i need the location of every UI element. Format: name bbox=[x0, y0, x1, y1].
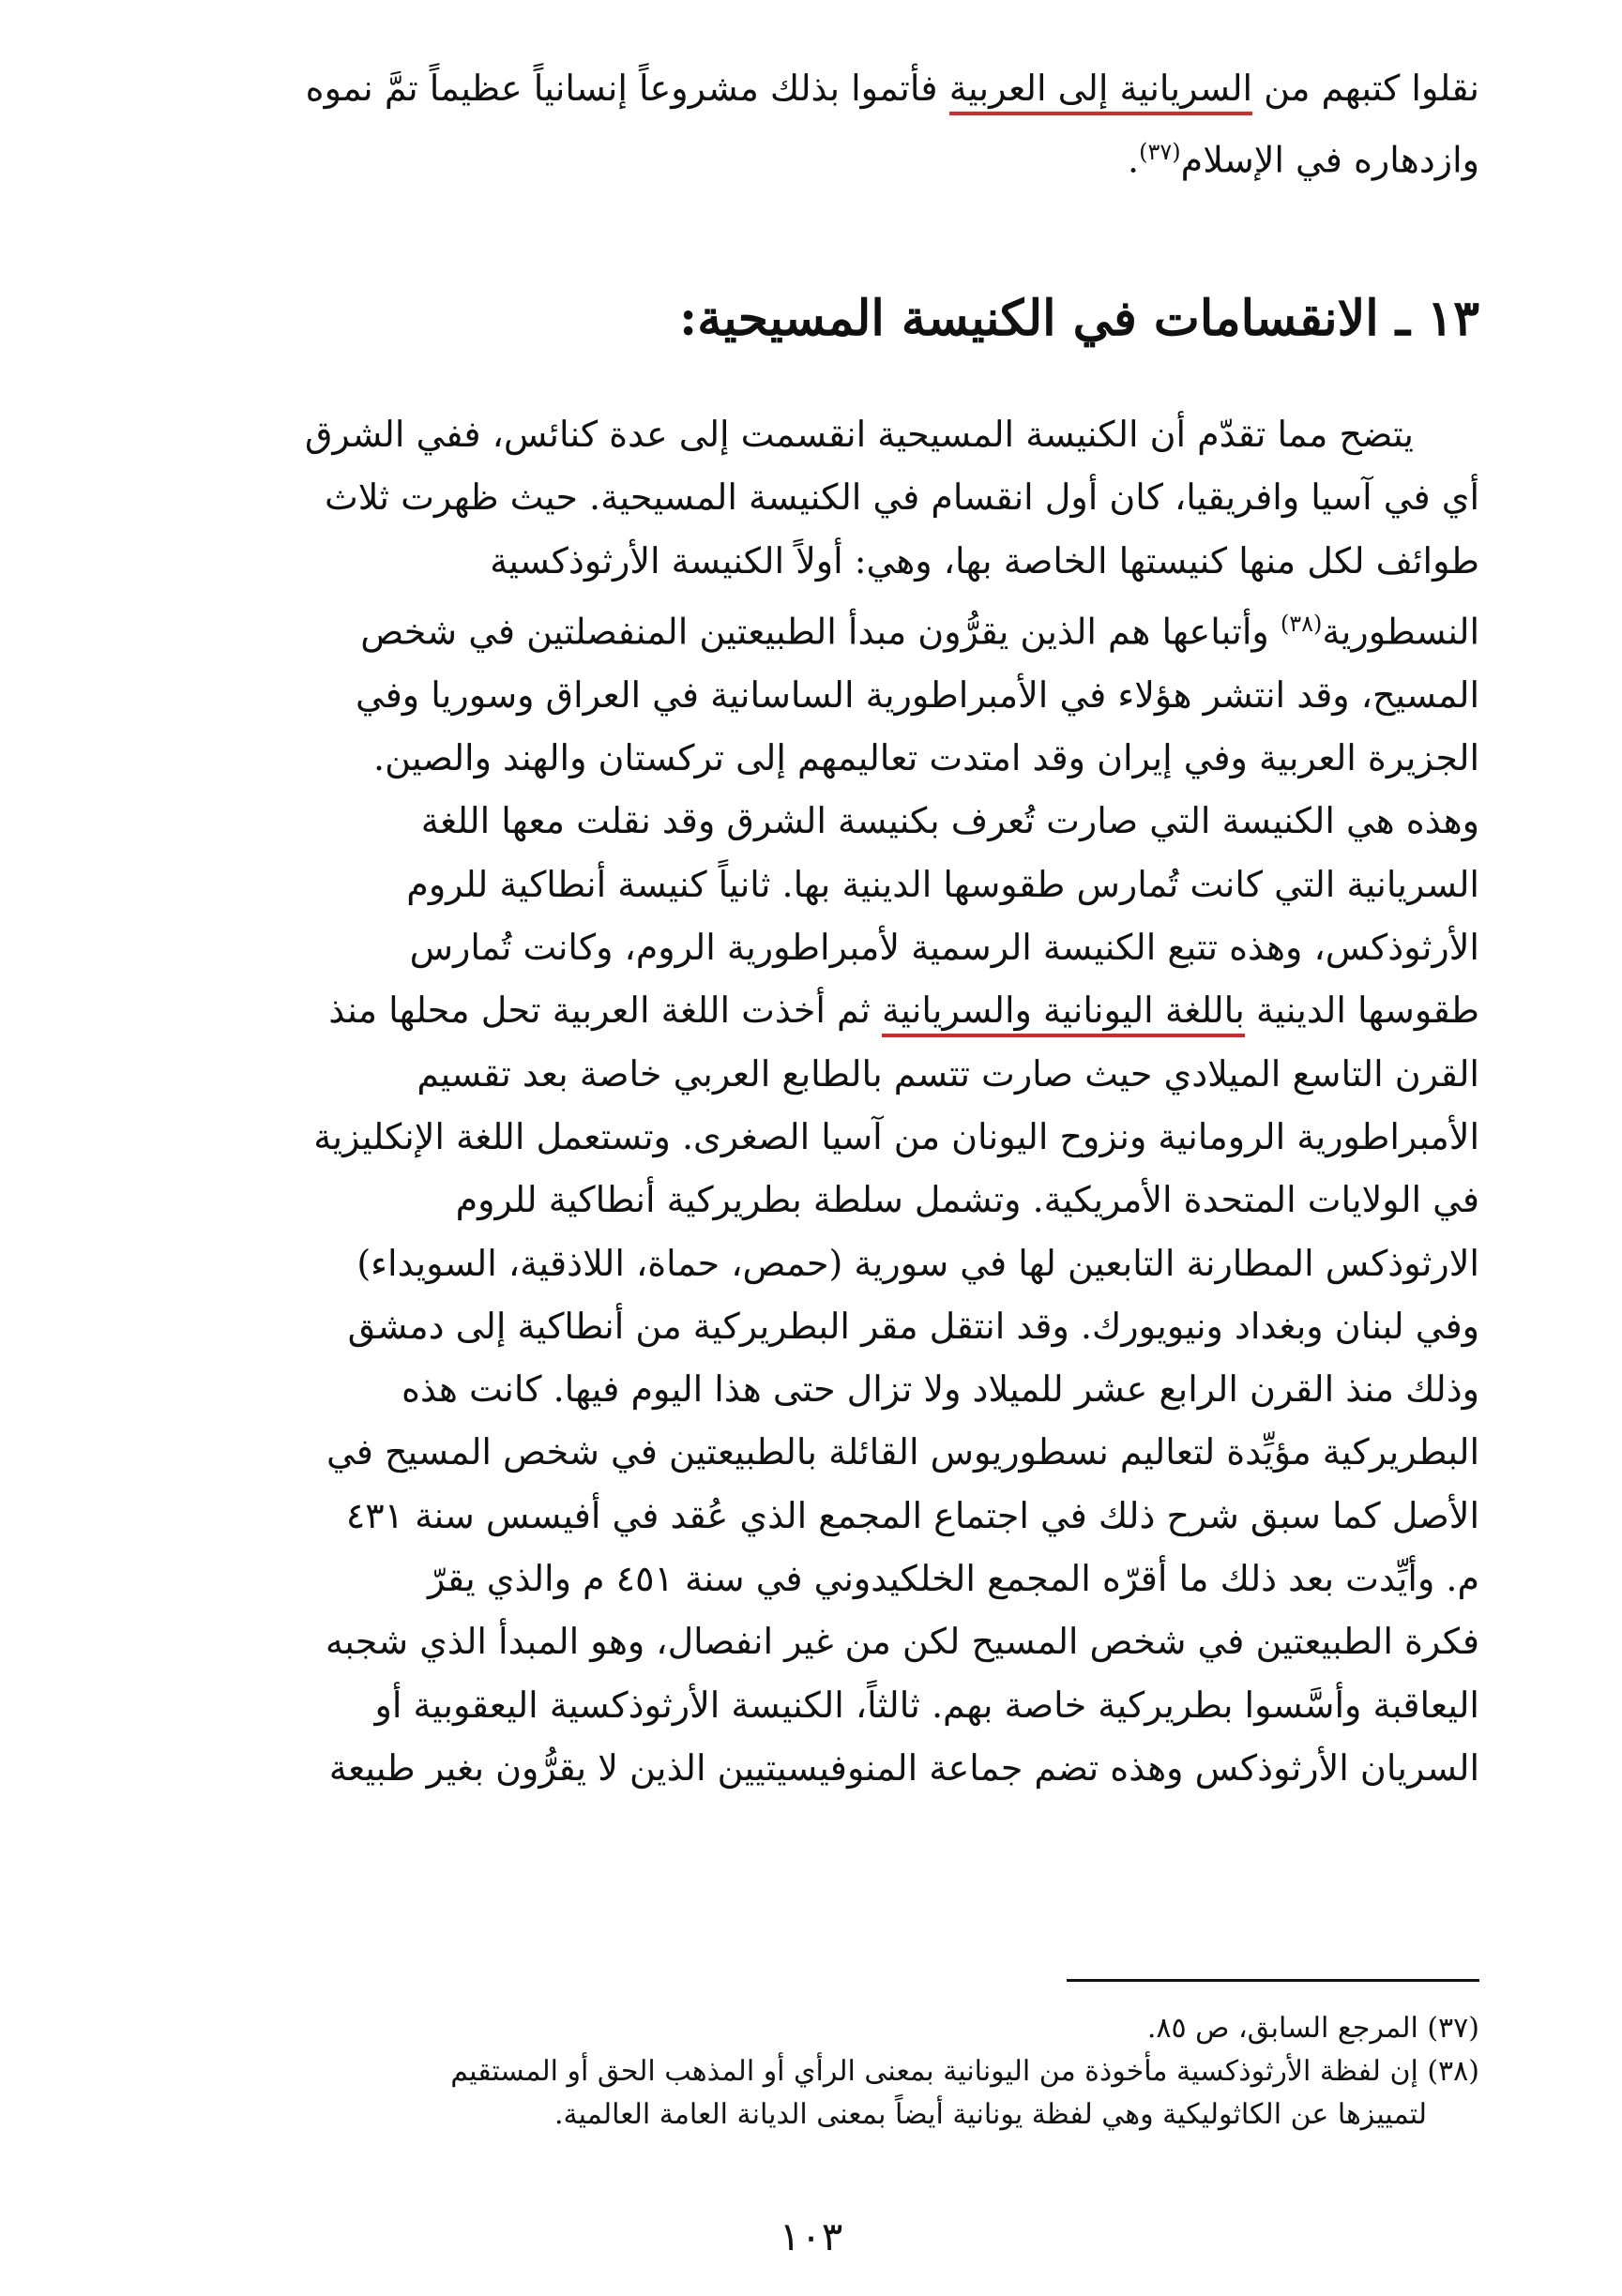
text-line: فكرة الطبيعتين في شخص المسيح لكن من غير انفصال، وهو المبدأ الذي شجبه bbox=[325, 1621, 1479, 1663]
text-line: وفي لبنان وبغداد ونيويورك. وقد انتقل مقر البطريركية من أنطاكية إلى دمشق bbox=[347, 1305, 1479, 1347]
footnotes bbox=[143, 2007, 1479, 2137]
continued-paragraph bbox=[143, 56, 1479, 192]
underlined-phrase: باللغة اليونانية والسريانية bbox=[882, 989, 1245, 1037]
text-segment: فأتموا بذلك مشروعاً إنسانياً عظيماً تمَّ نموه bbox=[305, 68, 949, 109]
text-line: الأصل كما سبق شرح ذلك في اجتماع المجمع الذي عُقد في أفيسس سنة ٤٣١ bbox=[345, 1494, 1479, 1536]
text-line: وهذه هي الكنيسة التي صارت تُعرف بكنيسة الشرق وقد نقلت معها اللغة bbox=[420, 800, 1479, 842]
text-segment: . bbox=[1128, 139, 1140, 181]
text-segment: النسطورية bbox=[1322, 611, 1479, 653]
text-segment: ثم أخذت اللغة العربية تحل محلها منذ bbox=[328, 989, 871, 1032]
underlined-phrase: السريانية إلى العربية bbox=[949, 68, 1252, 115]
text-line: البطريركية مؤيِّدة لتعاليم نسطوريوس القائلة بالطبيعتين في شخص المسيح في bbox=[326, 1431, 1479, 1473]
text-line: اليعاقبة وأسَّسوا بطريركية خاصة بهم. ثالثاً، الكنيسة الأرثوذكسية اليعقوبية أو bbox=[374, 1684, 1479, 1726]
text-line: في الولايات المتحدة الأمريكية. وتشمل سلطة بطريركية أنطاكية للروم bbox=[455, 1179, 1479, 1221]
page-number: ١٠٣ bbox=[779, 2213, 843, 2259]
text-segment: طقوسها الدينية bbox=[1244, 989, 1479, 1032]
text-segment: وأتباعها هم الذين يقرُّون مبدأ الطبيعتين المنفصلتين في شخص bbox=[360, 611, 1269, 653]
text-line: م. وأيِّدت بعد ذلك ما أقرّه المجمع الخلكيدوني في سنة ٤٥١ م والذي يقرّ bbox=[427, 1558, 1479, 1599]
text-line: الأرثوذكس، وهذه تتبع الكنيسة الرسمية لأمبراطورية الروم، وكانت تُمارس bbox=[409, 927, 1479, 969]
text-line bbox=[143, 120, 1479, 192]
footnote-37: (٣٧) المرجع السابق، ص ٨٥. bbox=[1146, 2012, 1479, 2045]
text-line: الأمبراطورية الرومانية ونزوح اليونان من آسيا الصغرى. وتستعمل اللغة الإنكليزية bbox=[313, 1115, 1479, 1157]
text-segment: وازدهاره في الإسلام bbox=[1180, 139, 1479, 181]
section-title: ١٣ ـ الانقسامات في الكنيسة المسيحية: bbox=[679, 290, 1479, 347]
text-segment: نقلوا كتبهم من bbox=[1252, 68, 1479, 109]
text-line: وذلك منذ القرن الرابع عشر للميلاد ولا تزال حتى هذا اليوم فيها. كانت هذه bbox=[401, 1368, 1479, 1411]
text-line: الارثوذكس المطارنة التابعين لها في سورية (حمص، حماة، اللاذقية، السويداء) bbox=[356, 1242, 1479, 1284]
body-paragraph bbox=[143, 403, 1479, 1800]
footnote-marker: (٣٧) bbox=[1139, 139, 1181, 165]
text-line: أي في آسيا وافريقيا، كان أول انقسام في الكنيسة المسيحية. حيث ظهرت ثلاث bbox=[324, 476, 1479, 519]
footnote-marker: (٣٨) bbox=[1280, 610, 1323, 637]
text-line bbox=[143, 56, 1479, 120]
text-line: الجزيرة العربية وفي إيران وقد امتدت تعاليمهم إلى تركستان والهند والصين. bbox=[373, 737, 1479, 779]
footnote-divider bbox=[1067, 1979, 1479, 1982]
text-line: يتضح مما تقدّم أن الكنيسة المسيحية انقسمت إلى عدة كنائس، ففي الشرق bbox=[304, 414, 1414, 455]
text-line: السريان الأرثوذكس وهذه تضم جماعة المنوفيسيتيين الذين لا يقرُّون بغير طبيعة bbox=[328, 1746, 1479, 1789]
text-line: المسيح، وقد انتشر هؤلاء في الأمبراطورية الساسانية في العراق وسوريا وفي bbox=[355, 673, 1479, 716]
text-line: السريانية التي كانت تُمارس طقوسها الدينية بها. ثانياً كنيسة أنطاكية للروم bbox=[406, 863, 1479, 905]
text-line bbox=[143, 593, 1479, 664]
text-line bbox=[143, 979, 1479, 1042]
text-line: القرن التاسع الميلادي حيث صارت تتسم بالطابع العربي خاصة بعد تقسيم bbox=[417, 1052, 1479, 1095]
footnote-38: (٣٨) إن لفظة الأرثوذكسية مأخوذة من اليونانية بمعنى الرأي أو المذهب الحق أو المستقيم bbox=[450, 2055, 1479, 2088]
footnote-38-continuation: لتمييزها عن الكاثوليكية وهي لفظة يونانية أيضاً بمعنى الديانة العامة العالمية. bbox=[553, 2098, 1427, 2131]
text-line: طوائف لكل منها كنيستها الخاصة بها، وهي: أولاً الكنيسة الأرثوذكسية bbox=[490, 539, 1479, 582]
